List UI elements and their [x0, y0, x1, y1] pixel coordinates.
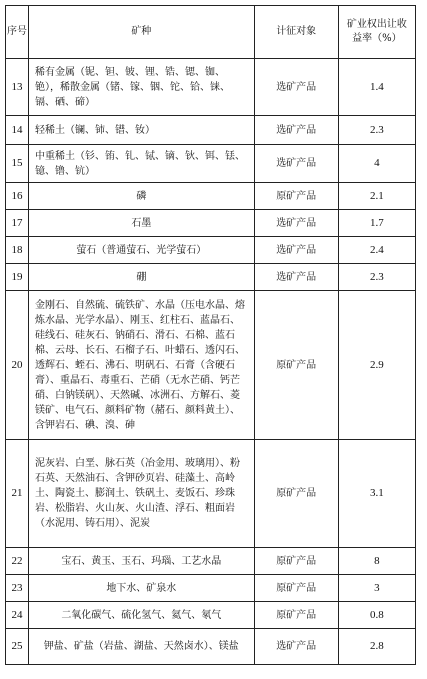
- table-row: [6, 602, 416, 629]
- row-no: 15: [6, 145, 29, 183]
- row-no: 23: [6, 575, 29, 602]
- row-no: 14: [6, 116, 29, 145]
- row-mineral: 钾盐、矿盐（岩盐、湖盐、天然卤水）、镁盐: [29, 629, 255, 665]
- row-mineral: 宝石、黄玉、玉石、玛瑙、工艺水晶: [29, 548, 255, 575]
- row-object: 选矿产品: [254, 629, 338, 665]
- table-row: [6, 548, 416, 575]
- table-row: [6, 116, 416, 145]
- row-rate: 1.4: [338, 59, 415, 116]
- row-no: 21: [6, 440, 29, 548]
- table-row: [6, 291, 416, 440]
- table-row: [6, 59, 416, 116]
- row-object: 原矿产品: [254, 183, 338, 210]
- row-object: 选矿产品: [254, 237, 338, 264]
- table-row: [6, 629, 416, 665]
- row-no: 18: [6, 237, 29, 264]
- row-mineral: 萤石（普通萤石、光学萤石）: [29, 237, 255, 264]
- row-no: 22: [6, 548, 29, 575]
- row-rate: 3.1: [338, 440, 415, 548]
- row-object: 原矿产品: [254, 440, 338, 548]
- row-object: 选矿产品: [254, 264, 338, 291]
- header-rate: 矿业权出让收益率（%）: [338, 6, 415, 59]
- row-rate: 4: [338, 145, 415, 183]
- row-rate: 0.8: [338, 602, 415, 629]
- row-object: 原矿产品: [254, 602, 338, 629]
- row-no: 24: [6, 602, 29, 629]
- row-rate: 2.3: [338, 264, 415, 291]
- row-rate: 2.3: [338, 116, 415, 145]
- table-row: [6, 145, 416, 183]
- row-rate: 2.1: [338, 183, 415, 210]
- row-rate: 2.8: [338, 629, 415, 665]
- table-row: [6, 183, 416, 210]
- row-mineral: 石墨: [29, 210, 255, 237]
- header-no: 序号: [6, 6, 29, 59]
- row-mineral: 硼: [29, 264, 255, 291]
- row-mineral: 稀有金属（铌、钽、铍、锂、锆、锶、铷、铯），稀散金属（锗、镓、铟、铊、铪、铼、镉、硒、碲）: [29, 59, 255, 116]
- row-object: 选矿产品: [254, 116, 338, 145]
- row-rate: 2.9: [338, 291, 415, 440]
- table-header-row: [6, 6, 416, 59]
- row-object: 原矿产品: [254, 291, 338, 440]
- row-object: 选矿产品: [254, 145, 338, 183]
- row-rate: 3: [338, 575, 415, 602]
- row-rate: 1.7: [338, 210, 415, 237]
- row-no: 20: [6, 291, 29, 440]
- row-object: 选矿产品: [254, 59, 338, 116]
- row-mineral: 磷: [29, 183, 255, 210]
- table-row: [6, 237, 416, 264]
- row-rate: 2.4: [338, 237, 415, 264]
- row-rate: 8: [338, 548, 415, 575]
- row-no: 25: [6, 629, 29, 665]
- row-no: 17: [6, 210, 29, 237]
- row-object: 选矿产品: [254, 210, 338, 237]
- row-mineral: 地下水、矿泉水: [29, 575, 255, 602]
- row-no: 19: [6, 264, 29, 291]
- row-no: 13: [6, 59, 29, 116]
- row-mineral: 中重稀土（钐、铕、钆、铽、镝、钬、铒、铥、镱、镥、钪）: [29, 145, 255, 183]
- table-row: [6, 264, 416, 291]
- table-row: [6, 440, 416, 548]
- row-mineral: 泥灰岩、白垩、脉石英（冶金用、玻璃用）、粉石英、天然油石、含钾砂页岩、硅藻土、高岭土、陶瓷土、膨润土、铁矾土、麦饭石、珍珠岩、松脂岩、火山灰、火山渣、浮石、粗面岩（水泥用、铸石用）、泥炭: [29, 440, 255, 548]
- row-mineral: 金刚石、自然硫、硫铁矿、水晶（压电水晶、熔炼水晶、光学水晶）、刚玉、红柱石、蓝晶石、硅线石、硅灰石、钠硝石、滑石、石棉、蓝石棉、云母、长石、石榴子石、叶蜡石、透闪石、透辉石、蛭石、沸石、明矾石、石膏（含硬石膏）、重晶石、毒重石、芒硝（无水芒硝、钙芒硝、白钠镁矾）、天然碱、冰洲石、方解石、菱镁矿、电气石、颜料矿物（赭石、颜料黄土）、含钾岩石、碘、溴、砷: [29, 291, 255, 440]
- table-row: [6, 210, 416, 237]
- row-no: 16: [6, 183, 29, 210]
- header-object: 计征对象: [254, 6, 338, 59]
- row-mineral: 二氧化碳气、硫化氢气、氦气、氡气: [29, 602, 255, 629]
- row-object: 原矿产品: [254, 548, 338, 575]
- mineral-rate-table: [5, 5, 416, 665]
- row-mineral: 轻稀土（镧、铈、镨、钕）: [29, 116, 255, 145]
- header-mineral: 矿种: [29, 6, 255, 59]
- table-row: [6, 575, 416, 602]
- row-object: 原矿产品: [254, 575, 338, 602]
